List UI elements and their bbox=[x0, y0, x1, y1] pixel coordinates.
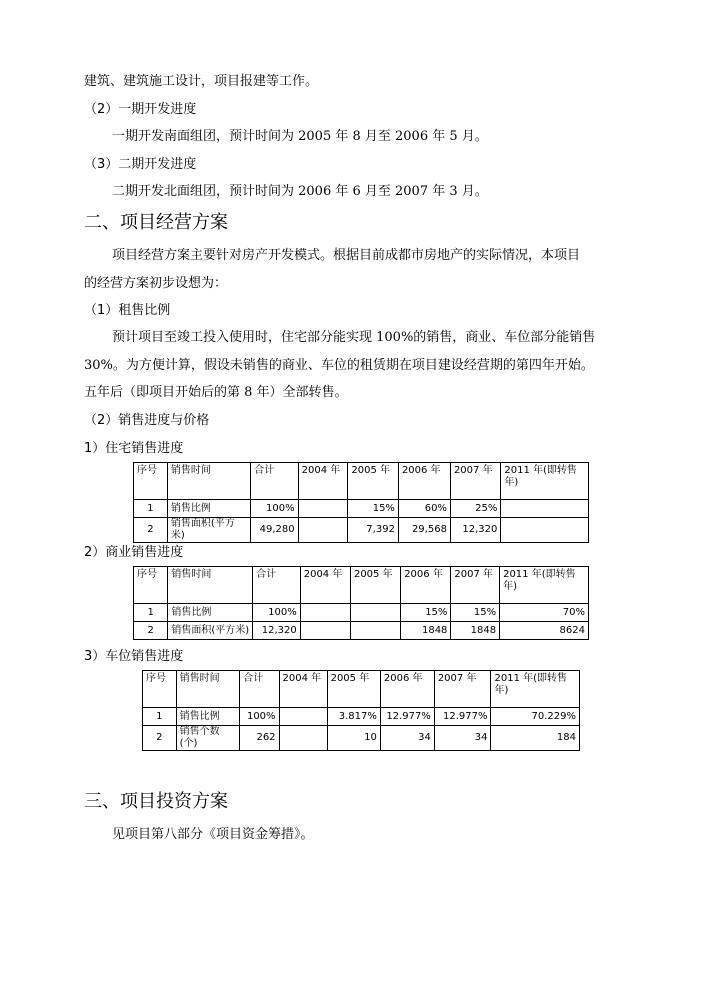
table-cell: 1 bbox=[143, 708, 177, 726]
table-header-row bbox=[134, 567, 589, 604]
table-header-cell: 2011 年(即转售年) bbox=[500, 567, 589, 604]
paragraph-phase1: 一期开发南面组团，预计时间为 2005 年 8 月至 2006 年 5 月。 bbox=[112, 129, 488, 144]
section3-title: 三、项目投资方案 bbox=[84, 791, 228, 812]
table-row bbox=[143, 726, 580, 751]
table-cell bbox=[300, 604, 350, 622]
table-header-cell: 2006 年 bbox=[398, 463, 450, 500]
table-cell: 15% bbox=[401, 604, 451, 622]
heading-rent-ratio: （1）租售比例 bbox=[84, 303, 171, 318]
table-cell: 销售比例 bbox=[176, 708, 240, 726]
heading-phase1: （2）一期开发进度 bbox=[84, 102, 197, 117]
table-header-cell: 合计 bbox=[251, 463, 298, 500]
heading-sales-progress: （2）销售进度与价格 bbox=[84, 413, 210, 428]
table-cell: 15% bbox=[451, 604, 500, 622]
table-cell: 2 bbox=[143, 726, 177, 751]
table-cell: 12,320 bbox=[253, 622, 301, 640]
table-header-cell: 销售时间 bbox=[176, 671, 240, 708]
table-row bbox=[134, 622, 589, 640]
table-cell: 184 bbox=[491, 726, 580, 751]
table-cell: 15% bbox=[348, 500, 399, 518]
table-cell: 销售个数(个) bbox=[176, 726, 240, 751]
table-header-cell: 2006 年 bbox=[380, 671, 434, 708]
table-cell: 销售比例 bbox=[167, 500, 250, 518]
table-header-cell: 2005 年 bbox=[350, 567, 400, 604]
table-row bbox=[134, 518, 589, 543]
table-commercial-title: 2）商业销售进度 bbox=[84, 545, 184, 560]
table-cell: 12.977% bbox=[434, 708, 491, 726]
paragraph-intro: 建筑、建筑施工设计，项目报建等工作。 bbox=[84, 74, 319, 89]
table-cell: 8624 bbox=[500, 622, 589, 640]
table-cell bbox=[350, 622, 400, 640]
parking-sales-table bbox=[142, 670, 580, 751]
table-cell: 2 bbox=[134, 518, 168, 543]
rent-paragraph-1: 预计项目至竣工投入使用时，住宅部分能实现 100%的销售，商业、车位部分能销售 bbox=[112, 330, 596, 345]
table-header-cell: 2011 年(即转售年) bbox=[491, 671, 580, 708]
table-cell: 2 bbox=[134, 622, 168, 640]
table-parking-title: 3）车位销售进度 bbox=[84, 649, 184, 664]
table-cell bbox=[279, 708, 327, 726]
table-cell: 70% bbox=[500, 604, 589, 622]
table-header-cell: 序号 bbox=[134, 567, 168, 604]
table-cell: 49,280 bbox=[251, 518, 298, 543]
section2-title: 二、项目经营方案 bbox=[84, 212, 228, 233]
section2-paragraph-b: 的经营方案初步设想为： bbox=[84, 276, 228, 291]
table-cell: 10 bbox=[327, 726, 380, 751]
table-cell: 1 bbox=[134, 604, 168, 622]
table-header-cell: 销售时间 bbox=[167, 463, 250, 500]
table-header-cell: 2007 年 bbox=[450, 463, 500, 500]
table-cell: 25% bbox=[450, 500, 500, 518]
table-cell: 262 bbox=[240, 726, 279, 751]
table-cell: 1 bbox=[134, 500, 168, 518]
table-header-cell: 合计 bbox=[240, 671, 279, 708]
heading-phase2: （3）二期开发进度 bbox=[84, 157, 197, 172]
rent-paragraph-2: 30%。为方便计算，假设未销售的商业、车位的租赁期在项目建设经营期的第四年开始。 bbox=[84, 358, 594, 373]
table-cell bbox=[501, 500, 589, 518]
table-row bbox=[134, 604, 589, 622]
rent-paragraph-3: 五年后（即项目开始后的第 8 年）全部转售。 bbox=[84, 385, 348, 400]
table-cell: 销售面积(平方米) bbox=[168, 622, 253, 640]
table-cell bbox=[300, 622, 350, 640]
table-cell: 12.977% bbox=[380, 708, 434, 726]
table-cell: 1848 bbox=[451, 622, 500, 640]
table-header-row bbox=[143, 671, 580, 708]
table-header-cell: 2007 年 bbox=[451, 567, 500, 604]
table-cell bbox=[350, 604, 400, 622]
table-cell: 29,568 bbox=[398, 518, 450, 543]
table-cell: 销售面积(平方米) bbox=[167, 518, 250, 543]
table-cell: 34 bbox=[434, 726, 491, 751]
section2-paragraph-a: 项目经营方案主要针对房产开发模式。根据目前成都市房地产的实际情况，本项目 bbox=[112, 248, 581, 263]
table-header-cell: 2011 年(即转售年) bbox=[501, 463, 589, 500]
table-cell: 12,320 bbox=[450, 518, 500, 543]
table-row bbox=[143, 708, 580, 726]
residential-sales-table bbox=[133, 462, 589, 543]
table-cell: 70.229% bbox=[491, 708, 580, 726]
table-cell: 34 bbox=[380, 726, 434, 751]
table-cell: 3.817% bbox=[327, 708, 380, 726]
table-cell: 100% bbox=[251, 500, 298, 518]
table-header-cell: 销售时间 bbox=[168, 567, 253, 604]
table-cell: 100% bbox=[240, 708, 279, 726]
table-header-cell: 合计 bbox=[253, 567, 301, 604]
table-cell: 销售比例 bbox=[168, 604, 253, 622]
table-cell bbox=[279, 726, 327, 751]
table-cell: 60% bbox=[398, 500, 450, 518]
table-cell bbox=[298, 518, 348, 543]
table-header-row bbox=[134, 463, 589, 500]
table-header-cell: 2004 年 bbox=[279, 671, 327, 708]
table-row bbox=[134, 500, 589, 518]
table-header-cell: 序号 bbox=[143, 671, 177, 708]
table-header-cell: 2005 年 bbox=[327, 671, 380, 708]
table-header-cell: 2006 年 bbox=[401, 567, 451, 604]
table-header-cell: 2005 年 bbox=[348, 463, 399, 500]
table-cell bbox=[501, 518, 589, 543]
commercial-sales-table bbox=[133, 566, 589, 640]
section3-paragraph: 见项目第八部分《项目资金筹措》。 bbox=[112, 827, 314, 842]
table-cell: 1848 bbox=[401, 622, 451, 640]
table-header-cell: 2004 年 bbox=[298, 463, 348, 500]
table-header-cell: 序号 bbox=[134, 463, 168, 500]
table-residential-title: 1）住宅销售进度 bbox=[84, 441, 184, 456]
table-cell: 7,392 bbox=[348, 518, 399, 543]
paragraph-phase2: 二期开发北面组团，预计时间为 2006 年 6 月至 2007 年 3 月。 bbox=[112, 184, 488, 199]
table-cell bbox=[298, 500, 348, 518]
table-header-cell: 2004 年 bbox=[300, 567, 350, 604]
table-cell: 100% bbox=[253, 604, 301, 622]
table-header-cell: 2007 年 bbox=[434, 671, 491, 708]
